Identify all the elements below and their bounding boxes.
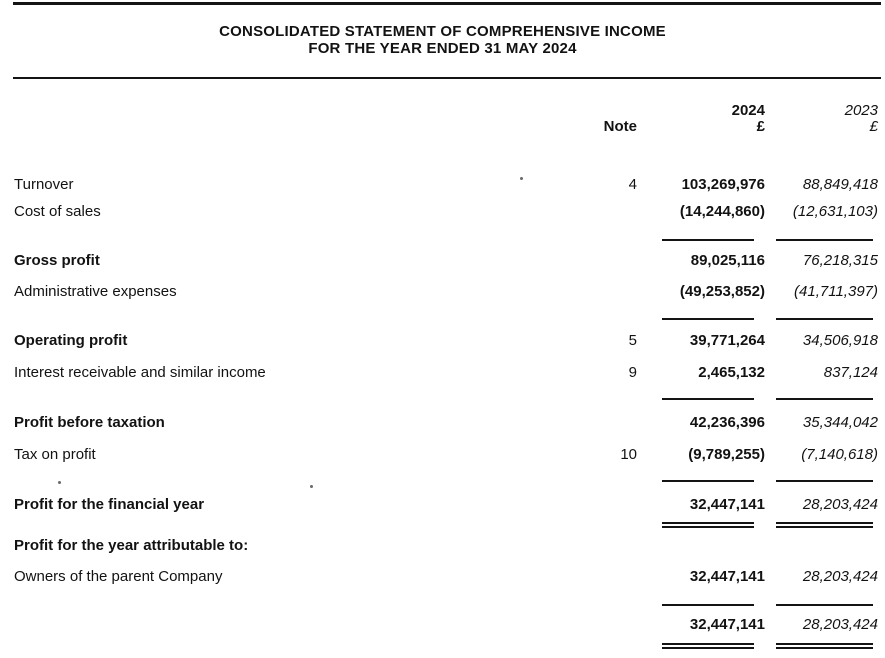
row-value-2023: 35,344,042 bbox=[802, 414, 878, 431]
table-row-profit-for-year bbox=[14, 495, 878, 515]
row-label: Profit before taxation bbox=[14, 414, 165, 431]
row-label: Interest receivable and similar income bbox=[14, 364, 266, 381]
subtotal-rule-2024 bbox=[662, 480, 754, 482]
row-value-2024: 32,447,141 bbox=[689, 496, 765, 513]
subtotal-rule-2024 bbox=[662, 318, 754, 320]
subtotal-rule-2023 bbox=[776, 480, 873, 482]
table-row-gross-profit bbox=[14, 251, 878, 271]
page-title bbox=[0, 23, 885, 57]
row-note: 4 bbox=[628, 176, 637, 193]
row-note bbox=[577, 567, 637, 587]
row-value-2024: 89,025,116 bbox=[690, 252, 765, 269]
page-title-line1: CONSOLIDATED STATEMENT OF COMPREHENSIVE INCOME bbox=[219, 23, 666, 40]
row-label: Tax on profit bbox=[14, 446, 96, 463]
table-row-attributable-total bbox=[14, 615, 878, 635]
row-label: Administrative expenses bbox=[14, 283, 177, 300]
row-value-2023: 34,506,918 bbox=[802, 332, 878, 349]
total-double-rule-2024 bbox=[662, 522, 754, 528]
table-row-operating-profit bbox=[14, 331, 878, 351]
row-value-2023: 28,203,424 bbox=[802, 496, 878, 513]
row-label: Cost of sales bbox=[14, 203, 101, 220]
table-row-owners-of-parent bbox=[14, 567, 878, 587]
row-note: 5 bbox=[628, 332, 637, 349]
scan-speck bbox=[58, 481, 61, 484]
table-row-tax-on-profit bbox=[14, 445, 878, 465]
title-rule bbox=[13, 77, 881, 79]
header-2023-currency: £ bbox=[869, 118, 878, 135]
row-value-2024: (9,789,255) bbox=[688, 446, 765, 463]
row-value-2024: 42,236,396 bbox=[689, 414, 765, 431]
row-note: 10 bbox=[620, 446, 637, 463]
row-value-2024: 2,465,132 bbox=[698, 364, 765, 381]
table-row-cost-of-sales bbox=[14, 202, 878, 222]
subtotal-rule-2023 bbox=[776, 398, 873, 400]
total-double-rule-2024 bbox=[662, 643, 754, 649]
row-value-2024: 39,771,264 bbox=[689, 332, 765, 349]
row-note bbox=[577, 251, 637, 271]
row-value-2024: 103,269,976 bbox=[681, 176, 765, 193]
row-value-2023: (41,711,397) bbox=[794, 283, 878, 300]
subtotal-rule-2024 bbox=[662, 604, 754, 606]
row-label bbox=[14, 615, 577, 635]
page-title-line2: FOR THE YEAR ENDED 31 MAY 2024 bbox=[308, 40, 577, 57]
header-2024 bbox=[637, 103, 765, 135]
row-value-2024: (14,244,860) bbox=[679, 203, 765, 220]
row-value-2023: 28,203,424 bbox=[802, 616, 878, 633]
row-note bbox=[577, 282, 637, 302]
header-2024-year: 2024 bbox=[731, 102, 765, 119]
row-label: Profit for the year attributable to: bbox=[14, 537, 249, 554]
table-row-interest-receivable bbox=[14, 363, 878, 383]
row-note bbox=[577, 202, 637, 222]
subtotal-rule-2024 bbox=[662, 398, 754, 400]
subtotal-rule-2023 bbox=[776, 239, 873, 241]
scan-speck bbox=[520, 177, 523, 180]
scan-speck bbox=[310, 485, 313, 488]
row-value-2023: (12,631,103) bbox=[792, 203, 878, 220]
table-row-profit-before-taxation bbox=[14, 413, 878, 433]
header-note bbox=[577, 103, 637, 135]
row-note bbox=[577, 413, 637, 433]
row-label: Gross profit bbox=[14, 252, 100, 269]
subtotal-rule-2024 bbox=[662, 239, 754, 241]
row-value-2024 bbox=[637, 536, 765, 556]
row-value-2023: 88,849,418 bbox=[802, 176, 878, 193]
subtotal-rule-2023 bbox=[776, 318, 873, 320]
row-value-2023: 837,124 bbox=[823, 364, 878, 381]
row-value-2024: 32,447,141 bbox=[689, 616, 765, 633]
row-note bbox=[577, 495, 637, 515]
table-header bbox=[14, 103, 878, 135]
subtotal-rule-2023 bbox=[776, 604, 873, 606]
header-2023-year: 2023 bbox=[844, 102, 878, 119]
row-value-2023: 76,218,315 bbox=[802, 252, 878, 269]
row-value-2024: 32,447,141 bbox=[689, 568, 765, 585]
total-double-rule-2023 bbox=[776, 522, 873, 528]
header-spacer bbox=[14, 103, 577, 135]
row-label: Turnover bbox=[14, 176, 74, 193]
row-label: Operating profit bbox=[14, 332, 128, 349]
row-label: Owners of the parent Company bbox=[14, 568, 223, 585]
table-row-turnover bbox=[14, 175, 878, 195]
row-note bbox=[577, 615, 637, 635]
row-note bbox=[577, 536, 637, 556]
row-note: 9 bbox=[628, 364, 637, 381]
header-note-label: Note bbox=[603, 118, 637, 135]
row-value-2023: 28,203,424 bbox=[802, 568, 878, 585]
row-value-2023 bbox=[765, 536, 878, 556]
table-row-administrative-expenses bbox=[14, 282, 878, 302]
header-2023 bbox=[765, 103, 878, 135]
top-rule bbox=[13, 2, 881, 5]
table-row-attributable-heading bbox=[14, 536, 878, 556]
row-label: Profit for the financial year bbox=[14, 496, 205, 513]
row-value-2023: (7,140,618) bbox=[801, 446, 878, 463]
total-double-rule-2023 bbox=[776, 643, 873, 649]
header-2024-currency: £ bbox=[756, 118, 765, 135]
row-value-2024: (49,253,852) bbox=[679, 283, 765, 300]
